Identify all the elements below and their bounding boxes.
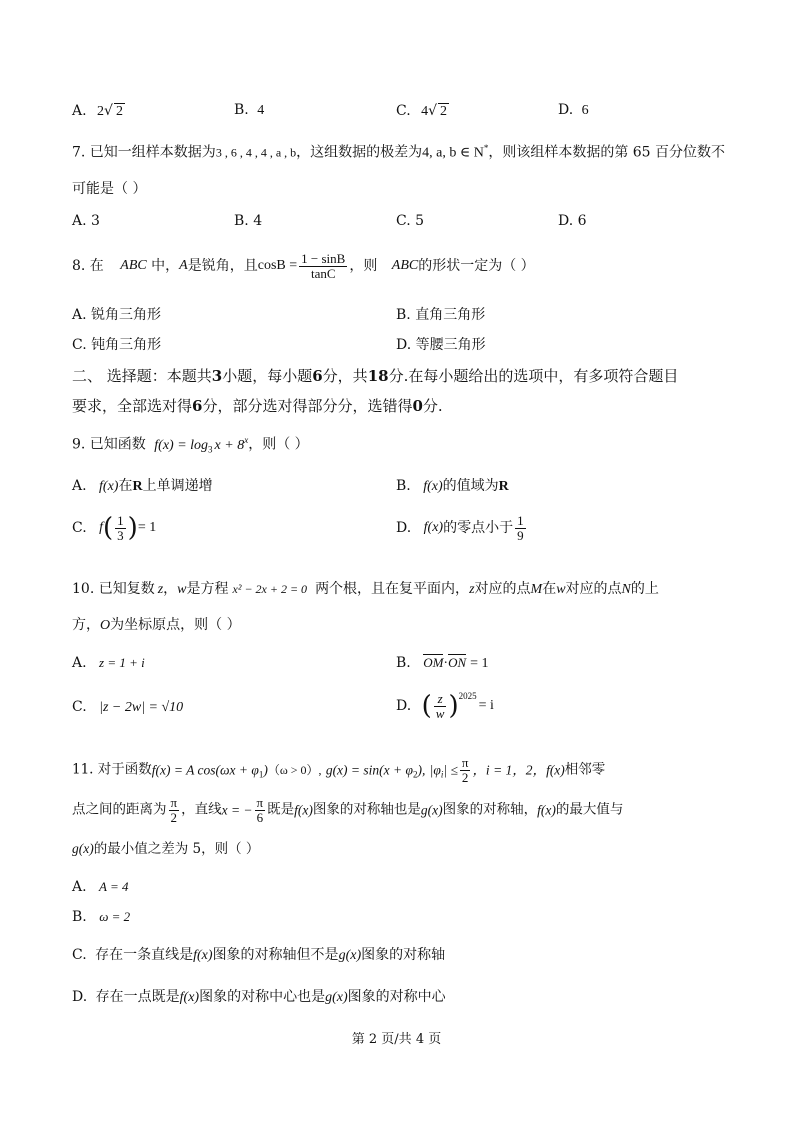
q8-option-a: A. 锐角三角形 — [72, 307, 162, 323]
q9-stem: 9. 已知函数 $f(x) = \log_3 x + 8^x$，则（ ） — [72, 435, 309, 455]
q9-options-row1 — [72, 479, 752, 499]
q10-option-b: B. OM·ON = 1 — [396, 655, 489, 671]
section-2-heading: 二、 选择题：本题共3小题，每小题6分，共18分.在每小题给出的选项中，有多项符合题目 — [72, 367, 679, 385]
q10-option-c: C. |z − 2w| = √10 — [72, 699, 184, 715]
q9-option-d: D. f(x)的零点小于 $\frac{1}{9}$ — [396, 513, 524, 543]
q9-options-row2 — [72, 514, 752, 560]
q7-option-c: C. 5 — [396, 213, 425, 229]
q8-options-row2 — [72, 338, 752, 358]
q11-pi-half-2: $\frac{\pi}{2}$ — [170, 795, 178, 825]
q11-option-a: A. A = 4 — [72, 879, 129, 895]
q10-options-row1 — [72, 656, 752, 676]
q11-stem-line2: 点之间的距离为 $\frac{\pi}{2}$ ，直线x = − $\frac{\pi}{6}$ 既是f(x)图象的对称轴也是g(x)图象的对称轴，f(x)的最大值与 — [72, 795, 624, 825]
section-2-heading-line2: 要求，全部选对得6分，部分选对得部分分，选错得0分. — [72, 397, 443, 415]
q8-option-d: D. 等腰三角形 — [396, 337, 486, 353]
q10-options-row2 — [72, 692, 752, 738]
q9-option-c: C. f( $\frac{1}{3}$ )= 1 — [72, 513, 157, 544]
q11-option-d: D. 存在一点既是f(x)图象的对称中心也是g(x)图象的对称中心 — [72, 989, 446, 1005]
q6-option-c: C. 4√ 2 — [396, 103, 448, 119]
page-footer: 第 2 页/共 4 页 — [351, 1032, 442, 1047]
q7-stem-line1: 7. 已知一组样本数据为3 , 6 , 4 , 4 , a , b，这组数据的极差为4, a, b ∈ N*，则该组样本数据的第 65 百分位数不 — [72, 143, 726, 161]
q8-options-row1 — [72, 308, 752, 328]
q6-option-b: B. 4 — [234, 102, 265, 118]
q7-stem-line2: 可能是（ ） — [72, 181, 147, 197]
q7-condition: 4, a, b ∈ N — [422, 145, 484, 161]
q9-c-fraction: $\frac{1}{3}$ — [117, 513, 124, 543]
q6-options — [72, 103, 752, 123]
q6-option-a: A. 2√ 2 — [72, 103, 123, 119]
q7-option-b: B. 4 — [234, 213, 263, 229]
q10-option-a: A. z = 1 + i — [72, 655, 145, 671]
q6-option-d: D. 6 — [558, 102, 589, 118]
q10-stem-line1: 10. 已知复数 z，w是方程 x² − 2x + 2 = 0 两个根，且在复平面内，z对应的点M在w对应的点N的上 — [72, 581, 659, 597]
q8-option-b: B. 直角三角形 — [396, 307, 486, 323]
q9-option-b: B. f(x)的值域为R — [396, 478, 509, 494]
q11-option-c: C. 存在一条直线是f(x)图象的对称轴但不是g(x)图象的对称轴 — [72, 947, 446, 963]
q8-stem: 8. 在 ABC 中，A是锐角，且cosB = $\frac{1 - \sin B}{\tan C}$ ，则 ABC的形状一定为（ ） — [72, 251, 535, 281]
q10-d-fraction: $\frac{z}{w}$ — [435, 691, 445, 721]
q11-pi-sixth: $\frac{\pi}{6}$ — [256, 795, 264, 825]
q11-stem-line3: g(x)的最小值之差为 5，则（ ） — [72, 841, 260, 857]
q9-d-fraction: $\frac{1}{9}$ — [517, 513, 524, 543]
q8-option-c: C. 钝角三角形 — [72, 337, 162, 353]
q7-options — [72, 214, 752, 234]
q11-pi-half: $\frac{\pi}{2}$ — [461, 755, 469, 785]
q10-stem-line2: 方，O为坐标原点，则（ ） — [72, 617, 241, 633]
q11-stem-line1: 11. 对于函数f(x) = A $\cos(\omega x + \varphi_1)(\omega > 0)$, $g(x) = \sin(x + \varphi_2)$, $|\varphi_i|$ ≤ $\frac{\pi}{2}$ ，i = 1，2，f(x)相邻零 — [72, 755, 606, 785]
q7-option-d: D. 6 — [558, 213, 587, 229]
q10-option-d: D. ( $\frac{z}{w}$ )$^{2025}$= i — [396, 691, 494, 722]
q7-option-a: A. 3 — [72, 213, 100, 229]
q11-option-b: B. ω = 2 — [72, 909, 131, 925]
q8-fraction: $\frac{1 - \sin B}{\tan C}$ — [301, 251, 346, 281]
q9-option-a: A. f(x)在R上单调递增 — [72, 478, 213, 494]
